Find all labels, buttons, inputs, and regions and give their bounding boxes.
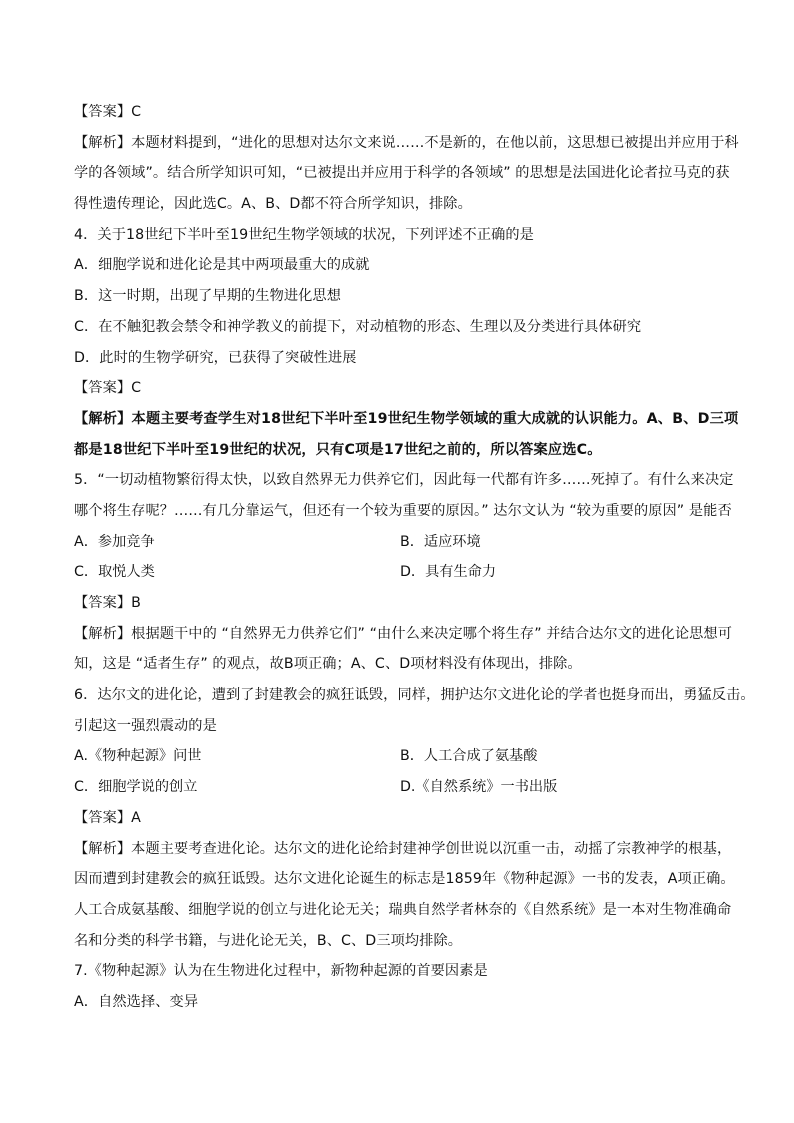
option: A.《物种起源》问世 bbox=[74, 748, 202, 765]
analysis-text: 知，这是 “适者生存” 的观点，故B项正确；A、C、D项材料没有体现出，排除。 bbox=[74, 656, 582, 673]
analysis-text: 都是18世纪下半叶至19世纪的状况，只有C项是17世纪之前的，所以答案应选C。 bbox=[74, 441, 602, 458]
question-stem: 4．关于18世纪下半叶至19世纪生物学领域的状况，下列评述不正确的是 bbox=[74, 226, 534, 243]
question-stem: 7.《物种起源》认为在生物进化过程中，新物种起源的首要因素是 bbox=[74, 963, 488, 980]
question-stem: 5．“一切动植物繁衍得太快，以致自然界无力供养它们，因此每一代都有许多……死掉了。有什么来决定 bbox=[74, 472, 734, 489]
option: A．参加竞争 bbox=[74, 533, 155, 550]
analysis-text: 【解析】根据题干中的 “自然界无力供养它们” “由什么来决定哪个将生存” 并结合达尔文的进化论思想可 bbox=[74, 625, 732, 642]
answer-label: 【答案】C bbox=[74, 380, 142, 397]
analysis-text: 【解析】本题主要考查进化论。达尔文的进化论给封建神学创世说以沉重一击，动摇了宗教神学的根基， bbox=[74, 840, 732, 857]
question-stem: 引起这一强烈震动的是 bbox=[74, 717, 217, 734]
option: C．细胞学说的创立 bbox=[74, 779, 198, 796]
analysis-text: 人工合成氨基酸、细胞学说的创立与进化论无关；瑞典自然学者林奈的《自然系统》是一本对生物准确命 bbox=[74, 901, 732, 918]
question-stem: 6．达尔文的进化论，遭到了封建教会的疯狂诋毁，同样，拥护达尔文进化论的学者也挺身而出，勇猛反击。 bbox=[74, 687, 755, 704]
analysis-text: 学的各领域”。结合所学知识可知，“已被提出并应用于科学的各领域” 的思想是法国进化论者拉马克的获 bbox=[74, 165, 730, 182]
option: A．细胞学说和进化论是其中两项最重大的成就 bbox=[74, 257, 370, 274]
option: C．在不触犯教会禁令和神学教义的前提下，对动植物的形态、生理以及分类进行具体研究 bbox=[74, 318, 642, 335]
option: B．人工合成了氨基酸 bbox=[400, 748, 538, 765]
option-row bbox=[74, 527, 726, 558]
analysis-text: 名和分类的科学书籍，与进化论无关，B、C、D三项均排除。 bbox=[74, 932, 463, 949]
answer-label: 【答案】B bbox=[74, 595, 141, 611]
answer-label: 【答案】C bbox=[74, 104, 142, 120]
option: D．具有生命力 bbox=[400, 564, 497, 581]
answer-label: 【答案】A bbox=[74, 809, 141, 826]
option: C．取悦人类 bbox=[74, 564, 155, 581]
option-row bbox=[74, 557, 726, 588]
document-page bbox=[74, 97, 755, 1018]
option: A．自然选择、变异 bbox=[74, 993, 199, 1010]
analysis-text: 因而遭到封建教会的疯狂诋毁。达尔文进化论诞生的标志是1859年《物种起源》一书的发表，A项正确。 bbox=[74, 871, 735, 888]
analysis-text: 【解析】本题材料提到，“进化的思想对达尔文来说……不是新的，在他以前，这思想已被提出并应用于科 bbox=[74, 134, 739, 151]
option: D.《自然系统》一书出版 bbox=[400, 779, 558, 796]
option: D．此时的生物学研究，已获得了突破性进展 bbox=[74, 349, 357, 366]
option-row bbox=[74, 741, 726, 772]
question-stem: 哪个将生存呢？……有几分靠运气，但还有一个较为重要的原因。” 达尔文认为 “较为重要的原因” 是能否 bbox=[74, 502, 732, 519]
analysis-text: 【解析】本题主要考查学生对18世纪下半叶至19世纪生物学领域的重大成就的认识能力。A、B、D三项 bbox=[74, 410, 739, 427]
analysis-text: 得性遗传理论，因此选C。A、B、D都不符合所学知识，排除。 bbox=[74, 196, 472, 213]
option-row bbox=[74, 772, 726, 803]
option: B．这一时期，出现了早期的生物进化思想 bbox=[74, 288, 342, 305]
option: B．适应环境 bbox=[400, 533, 481, 550]
